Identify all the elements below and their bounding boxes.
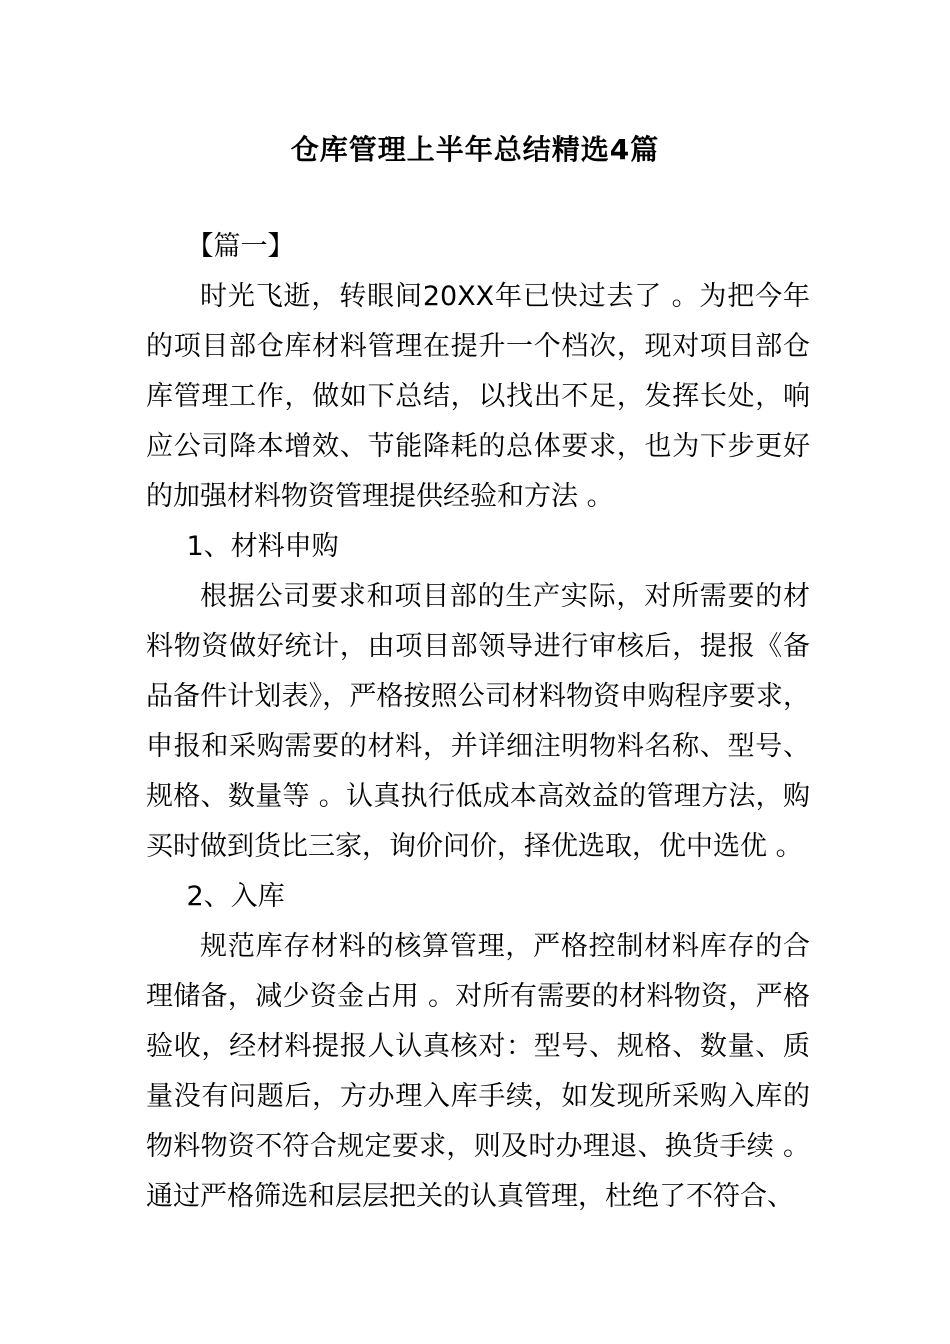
body-paragraph: 规范库存材料的核算管理，严格控制材料库存的合理储备，减少资金占用 。对所有需要的材料物资，严格验收，经材料提报人认真核对：型号、规格、数量、质量没有问题后，方办理入库手续，如发现所采购入库的物料物资不符合规定要求，则及时办理退、换货手续 。通过严格筛选和层层把关的认真管理，杜绝了不符合、	[146, 931, 810, 1212]
body-paragraph: 时光飞逝，转眼间20XX年已快过去了 。为把今年的项目部仓库材料管理在提升一个档次，现对项目部仓库管理工作，做如下总结，以找出不足，发挥长处，响应公司降本增效、节能降耗的总体要求，也为下步更好的加强材料物资管理提供经验和方法 。	[146, 281, 810, 512]
body-paragraph: 根据公司要求和项目部的生产实际，对所需要的材料物资做好统计，由项目部领导进行审核后，提报《备品备件计划表》，严格按照公司材料物资申购程序要求，申报和采购需要的材料，并详细注明物料名称、型号、规格、数量等 。认真执行低成本高效益的管理方法，购买时做到货比三家，询价问价，择优选取，优中选优 。	[146, 581, 810, 862]
subsection-heading: 1、材料申购	[186, 531, 339, 562]
subsection-heading: 2、入库	[186, 881, 285, 912]
document-title: 仓库管理上半年总结精选4篇	[290, 133, 660, 166]
section-heading: 【篇一】	[186, 231, 295, 262]
document-body	[146, 222, 810, 1222]
